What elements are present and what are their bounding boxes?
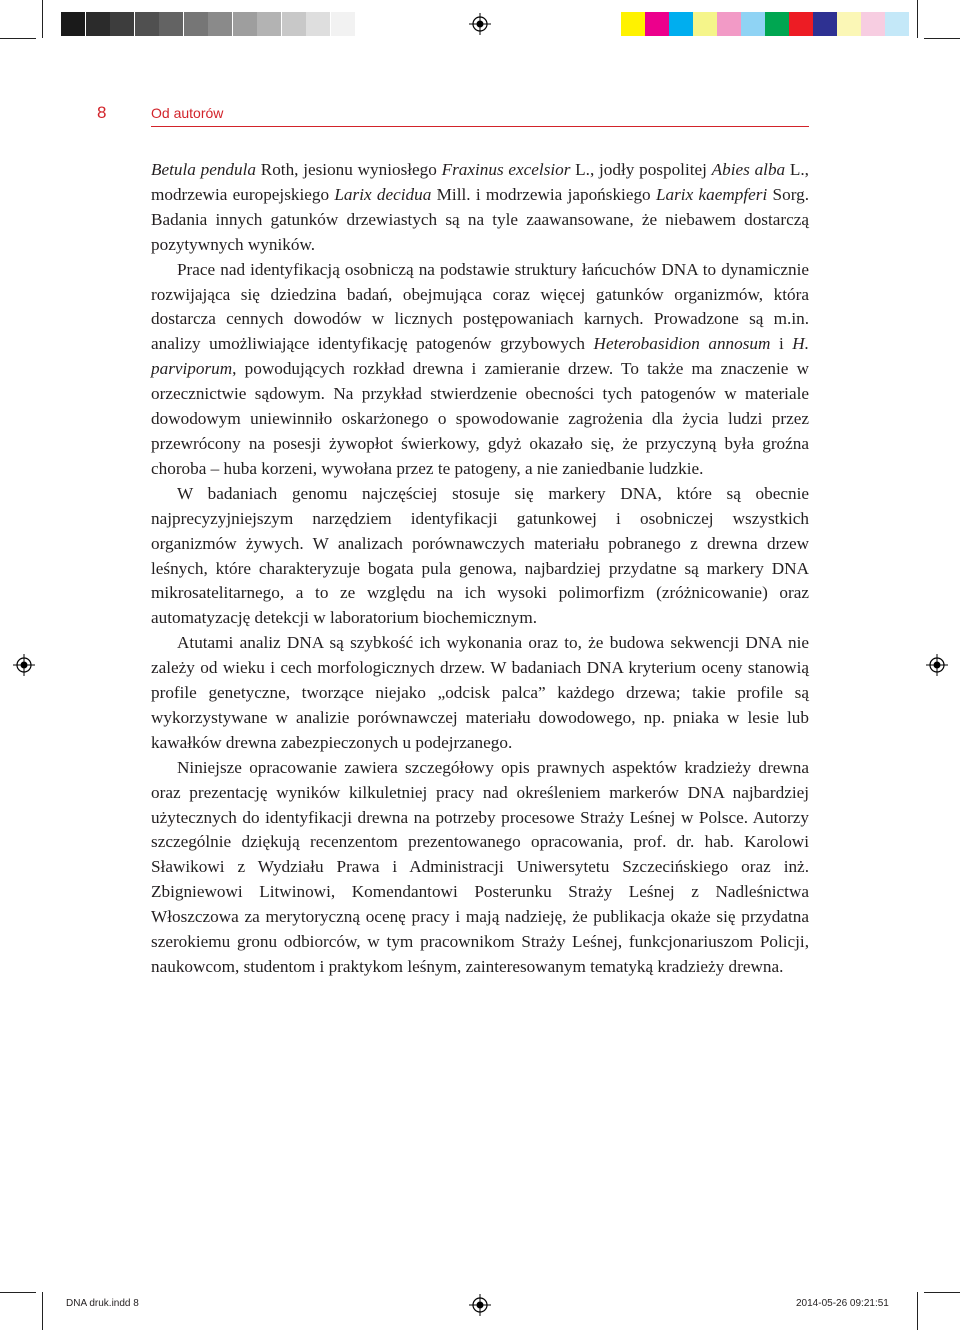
gray-swatch	[282, 12, 306, 36]
color-swatch	[621, 12, 645, 36]
paragraph: Atutami analiz DNA są szybkość ich wykonania oraz to, że budowa sekwencji DNA nie zależy od wieku i cech morfologicznych drzew. W badaniach DNA kryterium oceny stanowią profile genetyczne, tworzące niejako „odcisk palca” każdego drzewa; takie profile są wykorzystywane w analizie porównawczej materiału dowodowego, np. pniaka w lesie lub kawałków drewna zabezpieczonych u podejrzanego.	[151, 633, 809, 752]
print-timestamp: 2014-05-26 09:21:51	[796, 1298, 889, 1309]
species-name: Fraxinus excelsior	[441, 160, 571, 179]
gray-swatch	[135, 12, 159, 36]
crop-mark	[924, 1292, 960, 1293]
crop-mark	[917, 0, 918, 38]
crop-mark	[924, 38, 960, 39]
text-run: L., modrzewia europejskiego	[151, 160, 809, 204]
section-title: Od autorów	[151, 105, 224, 121]
text-run: , powodujących rozkład drewna i zamieranie drzew. To także ma znaczenie w orzecznictwie sądowym. Na przykład stwierdzenie obecności tych patogenów w materiale dowodowym uniewinniło oskarżonego o spowodowanie zagrożenia dla życia ludzi przez przewrócony na posesji żywopłot świerkowy, gdyż okazało się, że przyczyną była groźna choroba – huba korzeni, wywołana przez te patogeny, a nie zaniedbanie ludzkie.	[151, 359, 809, 478]
crop-mark	[42, 0, 43, 38]
gray-swatch	[86, 12, 110, 36]
page-number: 8	[97, 103, 107, 122]
registration-mark-icon	[13, 654, 35, 676]
gray-swatch	[110, 12, 134, 36]
registration-mark-icon	[926, 654, 948, 676]
registration-mark-icon	[469, 13, 491, 35]
header-rule	[151, 126, 809, 127]
gray-swatch	[61, 12, 85, 36]
gray-swatch	[257, 12, 281, 36]
paragraph: W badaniach genomu najczęściej stosuje się markery DNA, które są obecnie najprecyzyjniejszym narzędziem identyfikacji gatunkowej i osobniczej wszystkich organizmów żywych. W analizach porównawczych materiału pobranego z drewna drzew leśnych, które charakteryzuje bogata pula genowa, najbardziej przydatne są markery DNA mikrosatelitarnego, a to ze względu na ich wysoki polimorfizm (zróżnicowanie) oraz automatyzację detekcji w laboratorium biochemicznym.	[151, 483, 809, 628]
file-slug: DNA druk.indd 8	[66, 1298, 139, 1309]
species-name: Larix decidua	[334, 184, 432, 204]
text-run: Mill. i modrzewia japońskiego	[431, 184, 656, 204]
paragraph	[151, 158, 809, 258]
color-swatch	[645, 12, 669, 36]
color-swatch	[717, 12, 741, 36]
color-swatch	[741, 12, 765, 36]
color-swatch	[837, 12, 861, 36]
crop-mark	[0, 38, 36, 39]
text-run: Sorg. Badania innych gatunków drzewiastych są na tyle zaawansowane, że niebawem dostarczą pozytywnych wyników.	[151, 184, 809, 254]
color-swatch	[669, 12, 693, 36]
color-swatch	[813, 12, 837, 36]
gray-swatch	[208, 12, 232, 36]
crop-mark	[917, 1292, 918, 1330]
species-name: H. parviporum	[151, 334, 809, 379]
color-swatch	[765, 12, 789, 36]
gray-swatch	[233, 12, 257, 36]
species-name: Larix kaempferi	[655, 184, 768, 204]
paragraph: Niniejsze opracowanie zawiera szczegółowy opis prawnych aspektów kradzieży drewna oraz prezentację wyników kilkuletniej pracy nad określeniem markerów DNA najbardziej użytecznych do identyfikacji drewna na potrzeby procesowe Straży Leśnej w Polsce. Autorzy szczególnie dziękują recenzentom prezentowanego opracowania, prof. dr. hab. Karolowi Sławikowi z Wydziału Prawa i Administracji Uniwersytetu Szczecińskiego oraz inż. Zbigniewowi Litwinowi, Komendantowi Posterunku Straży Leśnej z Nadleśnictwa Włoszczowa za merytoryczną ocenę pracy i mają nadzieję, że publikacja okaże się przydatna szerokiemu gronu odbiorców, w tym pracownikom Straży Leśnej, funkcjonariuszom Policji, naukowcom, studentom i praktykom leśnym, zainteresowanym tematyką kradzieży drewna.	[151, 757, 809, 976]
text-run: Roth, jesionu wyniosłego	[255, 160, 442, 179]
gray-swatch	[306, 12, 330, 36]
color-swatch	[861, 12, 885, 36]
color-swatch	[885, 12, 909, 36]
text-run: i	[770, 334, 793, 354]
species-name: Betula pendula	[151, 160, 256, 179]
species-name: Heterobasidion annosum	[593, 334, 771, 354]
text-run: Prace nad identyfikacją osobniczą na podstawie struktury łańcuchów DNA to dynamicznie rozwijająca się dziedzina badań, obejmująca coraz więcej gatunków organizmów, która dostarcza cennych dowodów w licznych postępowaniach karnych. Prowadzone są m.in. analizy umożliwiające identyfikację patogenów grzybowych	[151, 259, 809, 354]
body-text	[151, 158, 809, 980]
text-run: L., jodły pospolitej	[570, 160, 712, 179]
gray-swatch	[159, 12, 183, 36]
paragraph	[151, 258, 809, 482]
color-swatch	[789, 12, 813, 36]
registration-mark-icon	[469, 1294, 491, 1316]
gray-swatch	[331, 12, 355, 36]
crop-mark	[0, 1292, 36, 1293]
color-swatch	[693, 12, 717, 36]
gray-swatch	[184, 12, 208, 36]
species-name: Abies alba	[711, 160, 786, 179]
crop-mark	[42, 1292, 43, 1330]
